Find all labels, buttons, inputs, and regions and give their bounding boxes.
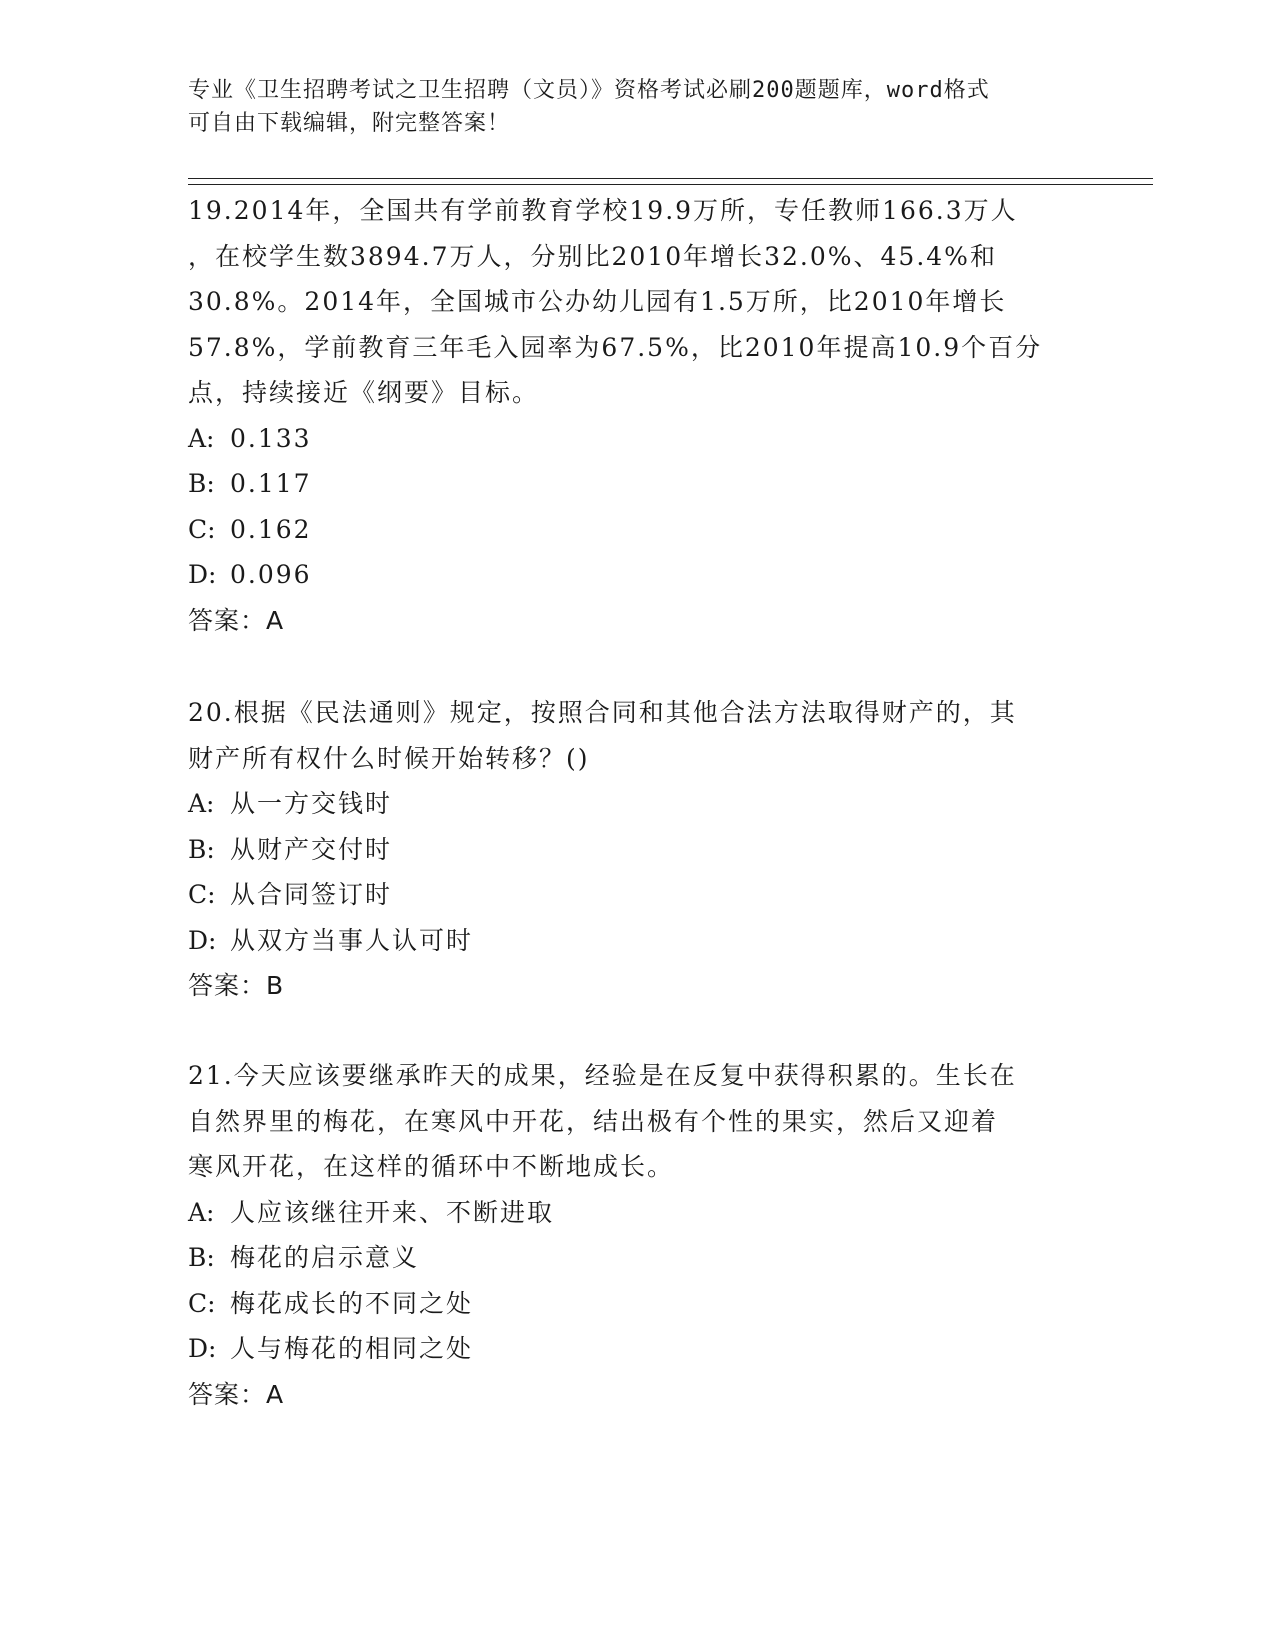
option-b xyxy=(188,461,1068,507)
stem-line: 自然界里的梅花，在寒风中开花，结出极有个性的果实，然后又迎着 xyxy=(188,1106,999,1136)
header-divider-top xyxy=(188,178,1153,179)
option-label: A: xyxy=(188,1197,215,1227)
option-label: C: xyxy=(188,1288,216,1318)
stem-line: 19.2014年，全国共有学前教育学校19.9万所，专任教师166.3万人 xyxy=(188,196,1018,225)
option-text: 0.133 xyxy=(230,423,312,453)
answer-line: 答案：B xyxy=(188,971,285,1000)
option-d xyxy=(188,918,1068,964)
option-a xyxy=(188,781,1068,827)
question-19 xyxy=(188,188,1068,643)
stem-line: 寒风开花，在这样的循环中不断地成长。 xyxy=(188,1152,675,1181)
option-label: D: xyxy=(188,1334,217,1363)
option-c xyxy=(188,1281,1068,1327)
option-c xyxy=(188,872,1068,918)
option-text: 从合同签订时 xyxy=(230,880,393,909)
option-c xyxy=(188,507,1068,553)
option-a xyxy=(188,1190,1068,1236)
option-label: B: xyxy=(188,834,215,864)
option-d xyxy=(188,552,1068,598)
option-label: B: xyxy=(188,1243,215,1272)
option-a xyxy=(188,416,1068,462)
page-header xyxy=(188,74,1088,140)
stem-line: ，在校学生数3894.7万人，分别比2010年增长32.0%、45.4%和 xyxy=(188,241,997,271)
question-stem xyxy=(188,188,1068,416)
option-label: C: xyxy=(188,514,216,544)
option-d xyxy=(188,1326,1068,1372)
option-label: A: xyxy=(188,789,215,818)
header-divider-bottom xyxy=(188,184,1153,185)
stem-line: 21.今天应该要继承昨天的成果，经验是在反复中获得积累的。生长在 xyxy=(188,1061,1017,1090)
stem-line: 30.8%。2014年，全国城市公办幼儿园有1.5万所，比2010年增长 xyxy=(188,287,1007,316)
option-label: D: xyxy=(188,925,217,955)
header-line-2: 可自由下载编辑，附完整答案！ xyxy=(188,111,511,136)
question-stem xyxy=(188,1053,1068,1190)
stem-line: 点，持续接近《纲要》目标。 xyxy=(188,378,540,407)
option-text: 人与梅花的相同之处 xyxy=(230,1334,474,1363)
answer-line: 答案：A xyxy=(188,605,285,635)
option-text: 梅花的启示意义 xyxy=(230,1243,420,1272)
stem-line: 财产所有权什么时候开始转移？() xyxy=(188,743,590,773)
option-text: 从一方交钱时 xyxy=(230,789,393,818)
option-b xyxy=(188,827,1068,873)
option-text: 0.117 xyxy=(230,469,312,498)
header-line-1: 专业《卫生招聘考试之卫生招聘（文员）》资格考试必刷200题题库，word格式 xyxy=(188,78,990,103)
option-b xyxy=(188,1235,1068,1281)
option-text: 从财产交付时 xyxy=(230,834,393,864)
option-text: 0.162 xyxy=(230,514,312,544)
option-label: D: xyxy=(188,560,217,589)
stem-line: 20.根据《民法通则》规定，按照合同和其他合法方法取得财产的，其 xyxy=(188,698,1017,727)
option-text: 人应该继往开来、不断进取 xyxy=(230,1197,555,1227)
option-text: 梅花成长的不同之处 xyxy=(230,1288,474,1318)
answer-line: 答案：A xyxy=(188,1379,285,1409)
question-20 xyxy=(188,690,1068,1009)
option-label: A: xyxy=(188,423,215,453)
option-text: 0.096 xyxy=(230,560,312,589)
option-label: C: xyxy=(188,880,216,909)
question-21 xyxy=(188,1053,1068,1417)
question-stem xyxy=(188,690,1068,781)
option-label: B: xyxy=(188,469,215,498)
stem-line: 57.8%，学前教育三年毛入园率为67.5%，比2010年提高10.9个百分 xyxy=(188,332,1043,362)
option-text: 从双方当事人认可时 xyxy=(230,925,474,955)
